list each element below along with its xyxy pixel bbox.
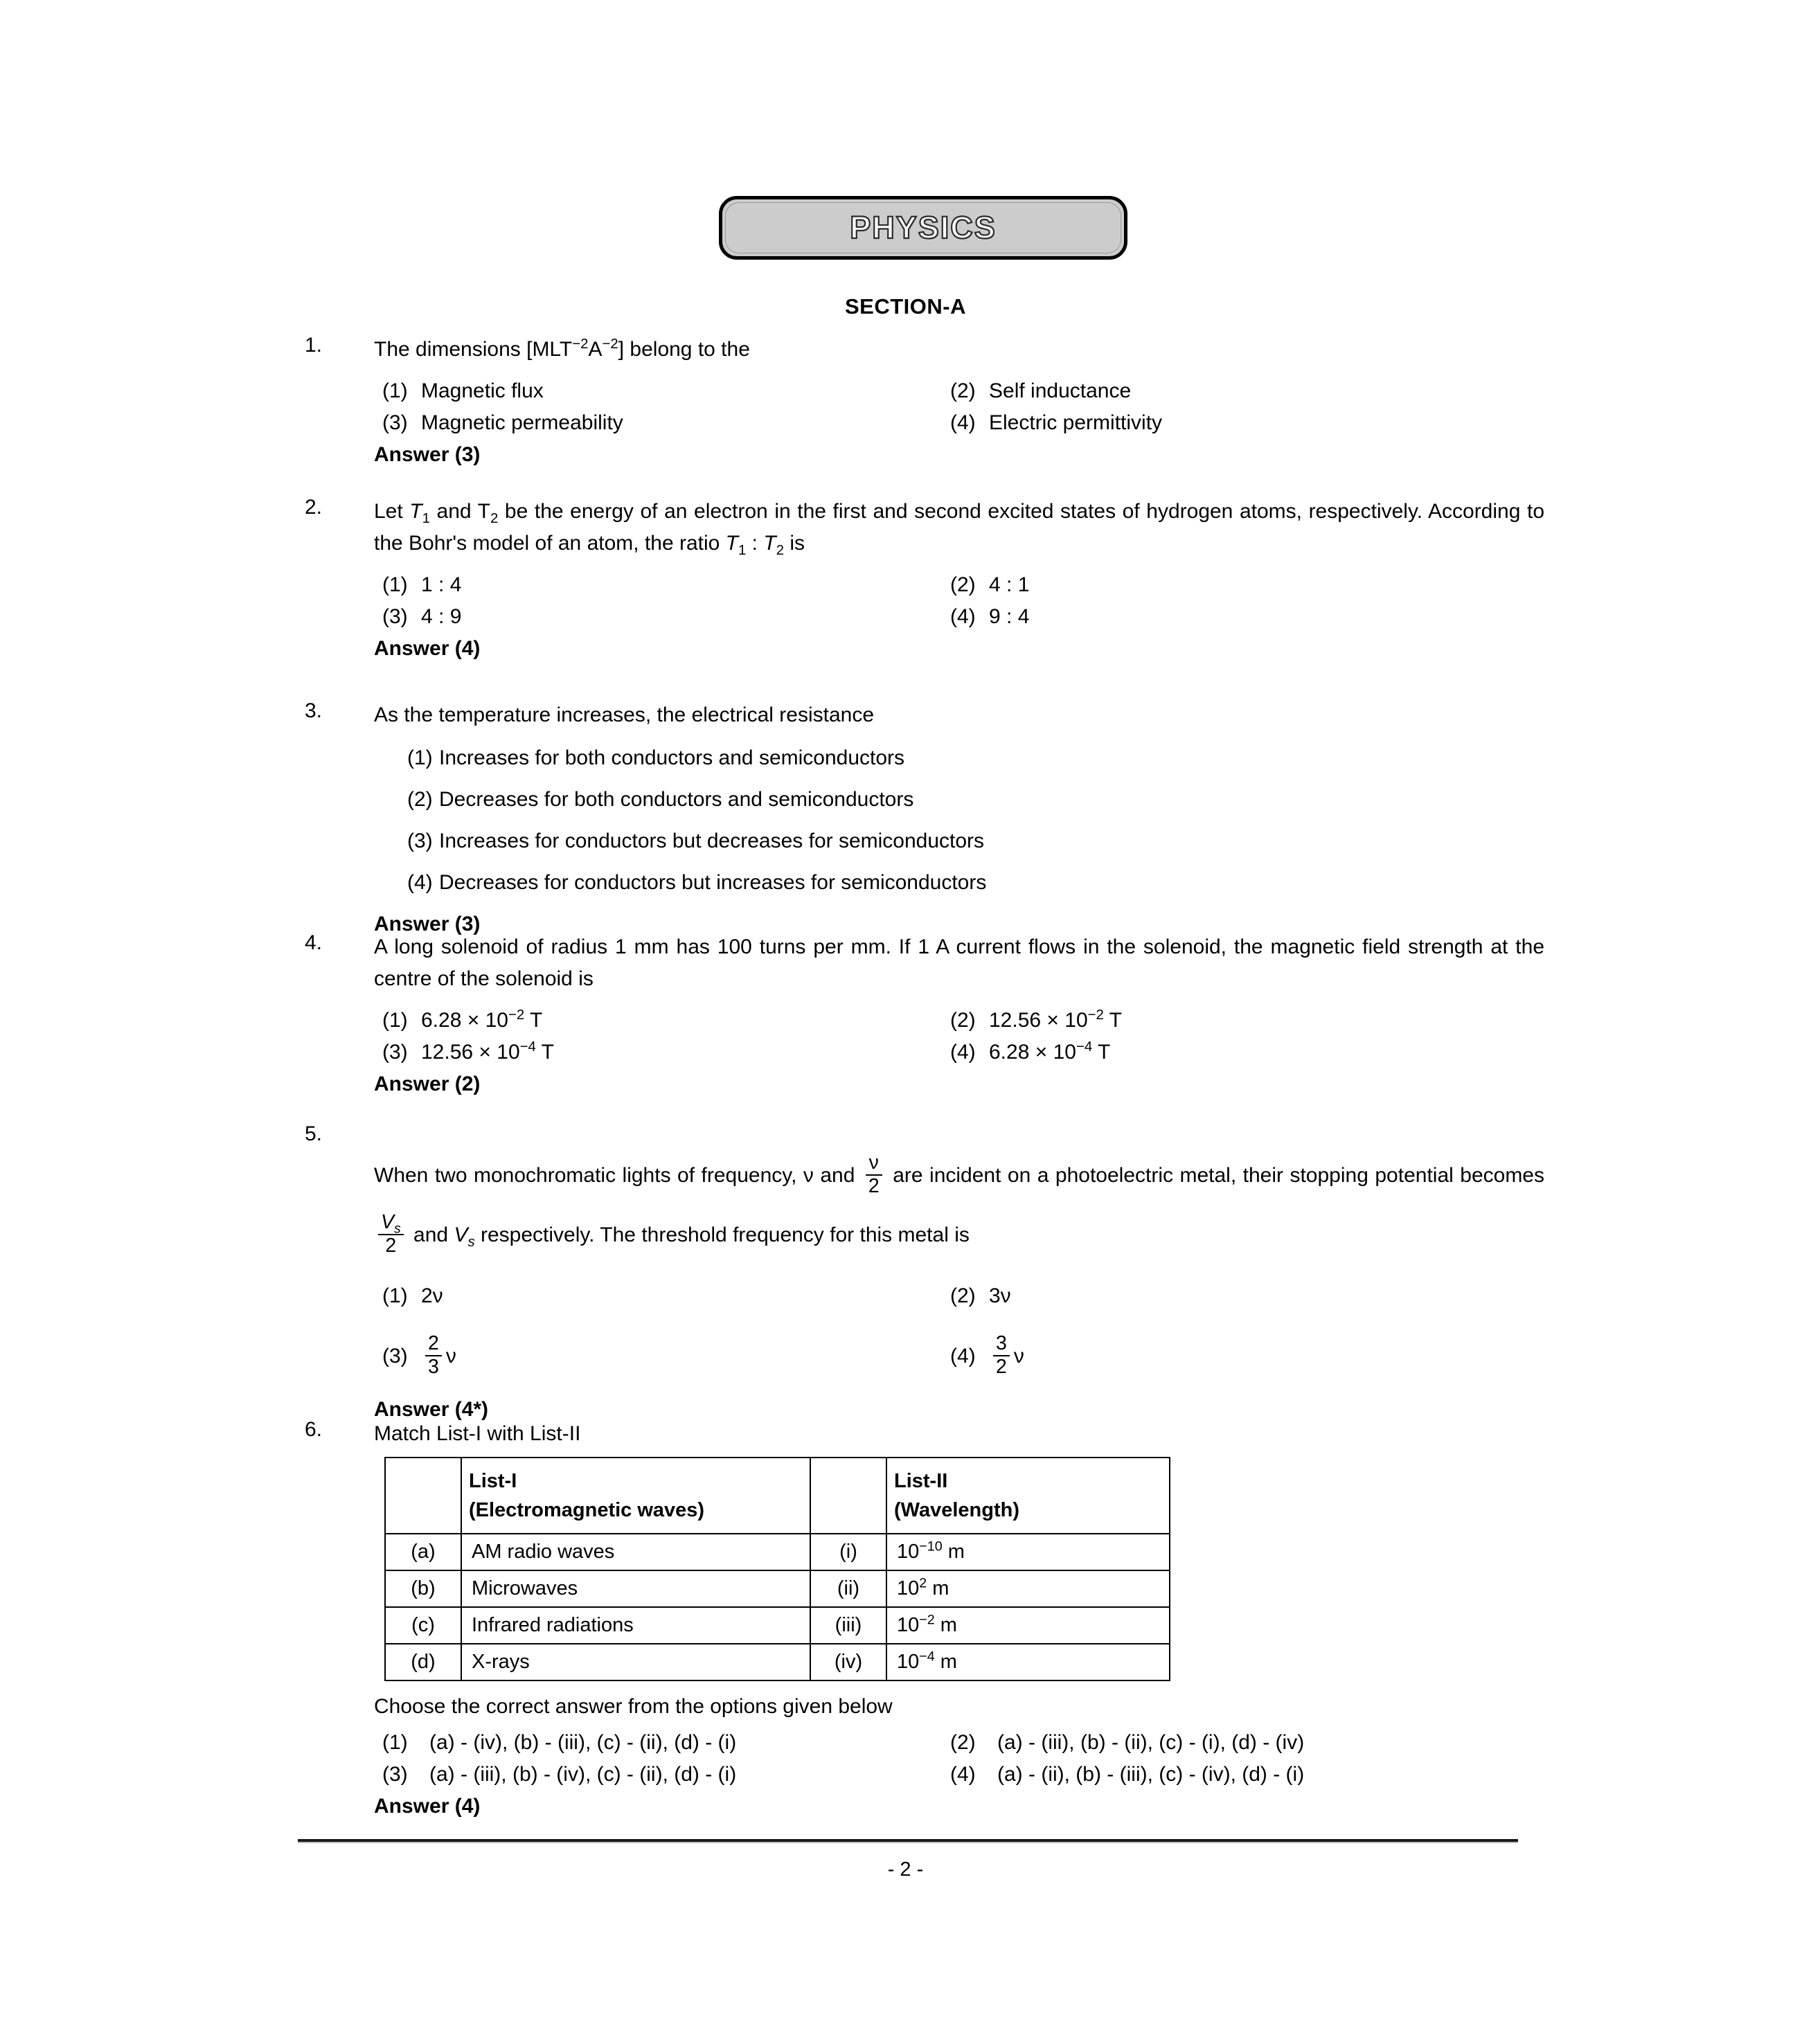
option-label: Increases for conductors but decreases for semiconductors xyxy=(439,830,985,852)
question-stem: As the temperature increases, the electrical resistance xyxy=(374,703,875,726)
option-label: $6.28 \times 10^{-4}$ T xyxy=(989,1039,1111,1064)
option-label: $12.56 \times 10^{-2}$ T xyxy=(989,1007,1123,1032)
question-number: 3. xyxy=(305,699,323,722)
question-6 xyxy=(305,1418,1544,1822)
row-item: AM radio waves xyxy=(461,1534,810,1570)
option-label: Magnetic flux xyxy=(421,379,544,402)
option-4[interactable] xyxy=(950,1037,1110,1068)
options-group xyxy=(374,1727,1544,1791)
option-label: Magnetic permeability xyxy=(421,411,623,434)
question-5 xyxy=(305,1122,1544,1426)
question-stem: Match List-I with List-II xyxy=(374,1422,581,1445)
option-label: 1 : 4 xyxy=(421,573,462,596)
option-2[interactable] xyxy=(407,784,1544,816)
question-stem: Let $T_1$ and $T_2$ be the energy of an electron in the first and second excited states of hydrogen atoms, respectively. According to the Bohr's model of an atom, the ratio $T_1$ : $T_2$ is xyxy=(374,500,1545,558)
option-row xyxy=(374,601,1544,633)
option-1[interactable] xyxy=(382,375,544,407)
option-2[interactable] xyxy=(950,1727,1304,1759)
answer-label: Answer (3) xyxy=(374,443,481,466)
header-blank-left xyxy=(385,1458,461,1534)
answer-label: Answer (4) xyxy=(374,1795,481,1818)
option-tag: (1) xyxy=(382,1731,408,1754)
option-tag: (2) xyxy=(950,379,976,402)
row-roman: (iv) xyxy=(810,1644,886,1680)
row-value: $10^{-4}$ m xyxy=(886,1644,1170,1680)
option-label: Self inductance xyxy=(989,379,1132,402)
answer-label: Answer (2) xyxy=(374,1073,481,1095)
row-label: (d) xyxy=(385,1644,461,1680)
option-row xyxy=(374,1037,1544,1068)
option-tag: (3) xyxy=(382,1041,408,1064)
option-tag: (4) xyxy=(950,411,976,434)
option-tag: (3) xyxy=(382,1763,408,1786)
question-4 xyxy=(305,931,1544,1100)
option-4[interactable] xyxy=(950,1759,1304,1791)
option-label: (a) - (iii), (b) - (iv), (c) - (ii), (d) - (i) xyxy=(429,1763,737,1786)
row-label: (a) xyxy=(385,1534,461,1570)
subject-title: PHYSICS xyxy=(850,210,997,245)
question-1 xyxy=(305,334,1544,471)
option-tag: (1) xyxy=(382,1009,408,1032)
table-header xyxy=(385,1458,1170,1534)
table-row xyxy=(385,1644,1170,1680)
option-tag: (3) xyxy=(407,830,433,852)
question-number: 4. xyxy=(305,931,323,954)
section-heading: SECTION-A xyxy=(845,294,966,319)
option-tag: (4) xyxy=(407,871,433,894)
answer-label: Answer (4) xyxy=(374,637,481,660)
option-2[interactable] xyxy=(950,375,1131,407)
option-row xyxy=(374,375,1544,407)
option-label: 2ν xyxy=(421,1284,443,1307)
option-label: Decreases for conductors but increases for semiconductors xyxy=(439,871,987,894)
header-list-ii-line2: (Wavelength) xyxy=(894,1499,1019,1521)
option-label: Increases for both conductors and semiconductors xyxy=(439,746,905,769)
option-label: 4 : 9 xyxy=(421,605,462,628)
header-list-ii xyxy=(886,1458,1170,1534)
options-group xyxy=(374,375,1544,439)
row-item: Infrared radiations xyxy=(461,1607,810,1644)
choose-instruction: Choose the correct answer from the options given below xyxy=(374,1695,893,1718)
option-1[interactable] xyxy=(382,1727,736,1759)
option-label: $6.28 \times 10^{-2}$ T xyxy=(421,1007,543,1032)
option-tag: (4) xyxy=(950,1763,976,1786)
option-label: $\frac{3}{2}$ ν xyxy=(989,1325,1024,1388)
option-4[interactable] xyxy=(407,867,1544,899)
option-label: Electric permittivity xyxy=(989,411,1163,434)
option-tag: (2) xyxy=(950,1731,976,1754)
option-row xyxy=(374,1280,1544,1312)
option-tag: (2) xyxy=(950,1284,976,1307)
table-body xyxy=(385,1534,1170,1680)
question-stem: The dimensions $[MLT^{-2}A^{-2}]$ belong to the xyxy=(374,337,750,361)
header-list-i-line1: List-I xyxy=(469,1470,517,1492)
option-1[interactable] xyxy=(407,742,1544,774)
question-stem: When two monochromatic lights of frequency, ν and $\frac{\nu}{2}$ are incident on a photoelectric metal, their stopping potential becomes $\frac{V_s}{2}$ and $V_s$ respectively. The threshold frequency for this metal is xyxy=(374,1151,1544,1257)
option-3[interactable] xyxy=(407,825,1544,857)
option-4[interactable] xyxy=(950,1325,1024,1388)
option-1[interactable] xyxy=(382,1280,443,1312)
header-list-i-line2: (Electromagnetic waves) xyxy=(469,1499,705,1521)
option-row xyxy=(374,1325,1544,1388)
footer-divider xyxy=(298,1839,1518,1843)
option-tag: (3) xyxy=(382,605,408,628)
row-value: $10^{-2}$ m xyxy=(886,1607,1170,1644)
header-blank-right xyxy=(810,1458,886,1534)
option-tag: (3) xyxy=(382,1345,408,1368)
row-roman: (i) xyxy=(810,1534,886,1570)
options-group xyxy=(374,1005,1544,1068)
option-tag: (3) xyxy=(382,411,408,434)
option-2[interactable] xyxy=(950,1280,1011,1312)
option-tag: (1) xyxy=(382,379,408,402)
option-label: (a) - (iii), (b) - (ii), (c) - (i), (d) - (iv) xyxy=(997,1731,1305,1754)
option-tag: (4) xyxy=(950,605,976,628)
option-2[interactable] xyxy=(950,569,1029,601)
question-number: 6. xyxy=(305,1418,323,1441)
row-item: X-rays xyxy=(461,1644,810,1680)
row-item: Microwaves xyxy=(461,1570,810,1607)
option-label: (a) - (ii), (b) - (iii), (c) - (iv), (d) - (i) xyxy=(997,1763,1305,1786)
option-3[interactable] xyxy=(382,1325,456,1388)
answer-label: Answer (3) xyxy=(374,913,481,935)
option-4[interactable] xyxy=(950,601,1029,633)
option-row xyxy=(374,1759,1544,1791)
answer-label: Answer (4*) xyxy=(374,1398,489,1421)
row-roman: (ii) xyxy=(810,1570,886,1607)
page-number: - 2 - xyxy=(887,1858,924,1881)
option-3[interactable] xyxy=(382,601,461,633)
option-tag: (2) xyxy=(407,788,433,811)
option-label: $12.56 \times 10^{-4}$ T xyxy=(421,1039,555,1064)
option-3[interactable] xyxy=(382,1759,736,1791)
option-tag: (1) xyxy=(382,1284,408,1307)
question-number: 2. xyxy=(305,496,323,519)
option-tag: (2) xyxy=(950,573,976,596)
option-row xyxy=(374,407,1544,439)
option-1[interactable] xyxy=(382,569,461,601)
option-3[interactable] xyxy=(382,407,623,439)
subject-banner xyxy=(719,196,1127,260)
row-value: $10^2$ m xyxy=(886,1570,1170,1607)
match-list-table xyxy=(384,1457,1170,1681)
options-group xyxy=(407,742,1544,899)
option-label: 9 : 4 xyxy=(989,605,1030,628)
question-number: 5. xyxy=(305,1122,323,1145)
row-label: (c) xyxy=(385,1607,461,1644)
option-row xyxy=(374,1005,1544,1037)
question-3 xyxy=(305,699,1544,940)
row-label: (b) xyxy=(385,1570,461,1607)
option-tag: (4) xyxy=(950,1345,976,1368)
question-2 xyxy=(305,496,1544,665)
option-label: (a) - (iv), (b) - (iii), (c) - (ii), (d) - (i) xyxy=(429,1731,737,1754)
table-row xyxy=(385,1534,1170,1570)
row-roman: (iii) xyxy=(810,1607,886,1644)
option-1[interactable] xyxy=(382,1005,542,1037)
options-group xyxy=(374,569,1544,633)
row-value: $10^{-10}$ m xyxy=(886,1534,1170,1570)
option-4[interactable] xyxy=(950,407,1162,439)
table-row xyxy=(385,1570,1170,1607)
table-header-row xyxy=(385,1458,1170,1534)
table-row xyxy=(385,1607,1170,1644)
option-2[interactable] xyxy=(950,1005,1122,1037)
option-3[interactable] xyxy=(382,1037,554,1068)
header-list-i xyxy=(461,1458,810,1534)
option-tag: (1) xyxy=(407,746,433,769)
option-label: Decreases for both conductors and semiconductors xyxy=(439,788,914,811)
question-number: 1. xyxy=(305,334,323,357)
option-row xyxy=(374,569,1544,601)
option-label: 4 : 1 xyxy=(989,573,1030,596)
question-stem: A long solenoid of radius 1 mm has 100 turns per mm. If 1 A current flows in the solenoid, the magnetic field strength at the centre of the solenoid is xyxy=(374,935,1544,990)
option-row xyxy=(374,1727,1544,1759)
option-label: $\frac{2}{3}$ ν xyxy=(421,1325,456,1388)
header-list-ii-line1: List-II xyxy=(894,1470,948,1492)
option-label: 3ν xyxy=(989,1284,1011,1307)
option-tag: (2) xyxy=(950,1009,976,1032)
option-tag: (4) xyxy=(950,1041,976,1064)
options-group xyxy=(374,1280,1544,1388)
option-tag: (1) xyxy=(382,573,408,596)
